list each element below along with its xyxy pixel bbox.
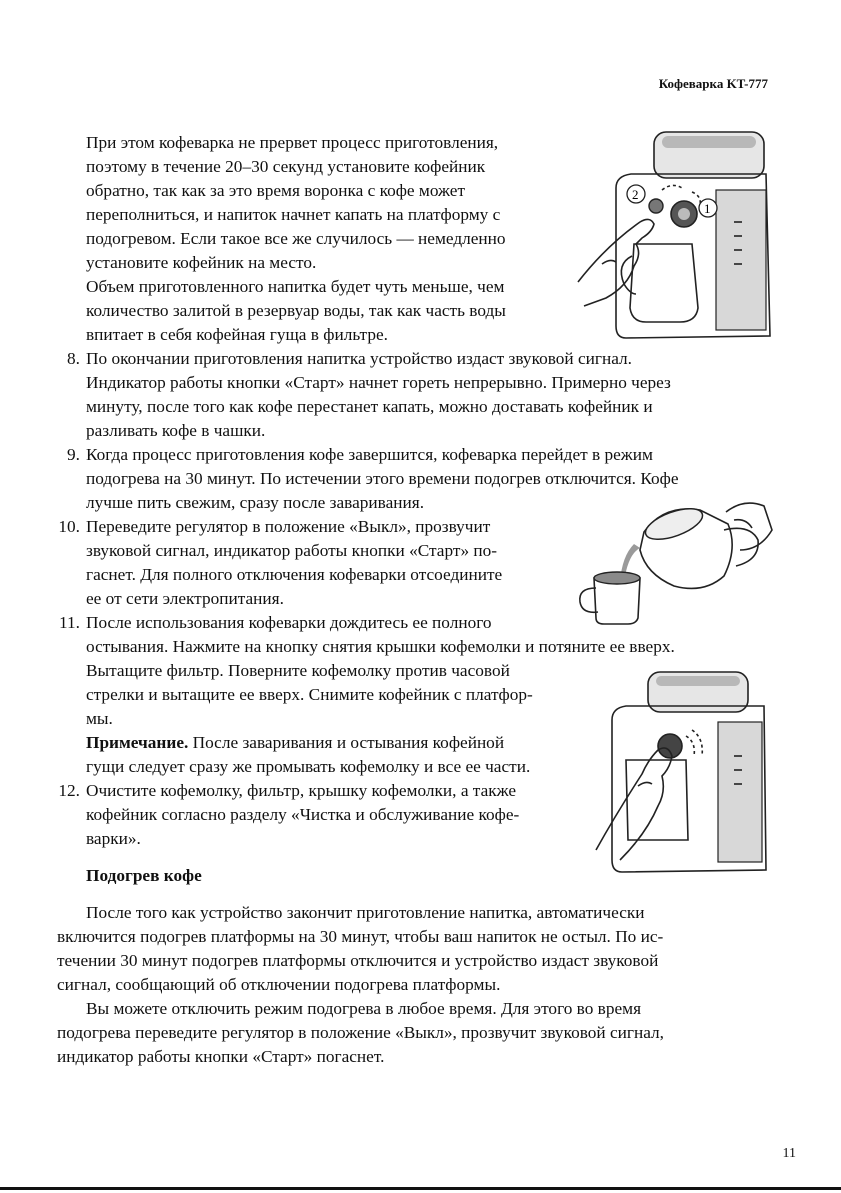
text-line: переполниться, и напиток начнет капать на платформу с: [86, 205, 501, 224]
text-line: впитает в себя кофейная гуща в фильтре.: [86, 325, 388, 344]
note-line: [86, 731, 504, 754]
text-line: подогрева на 30 минут. По истечении этого времени подогрев отключится. Кофе: [86, 469, 679, 488]
text-line: установите кофейник на место.: [86, 253, 317, 272]
running-header: Кофеварка KT-777: [658, 76, 768, 91]
text-line: остывания. Нажмите на кнопку снятия крышки кофемолки и потяните ее вверх.: [86, 637, 675, 656]
list-number: 9.: [67, 445, 80, 464]
text-line: Когда процесс приготовления кофе завершится, кофеварка перейдет в режим: [86, 445, 653, 464]
text-line: подогрева переведите регулятор в положение «Выкл», прозвучит звуковой сигнал,: [57, 1023, 665, 1042]
text-line: Вы можете отключить режим подогрева в любое время. Для этого во время: [86, 999, 642, 1018]
text-line: звуковой сигнал, индикатор работы кнопки «Старт» по-: [86, 541, 498, 560]
text-line: поэтому в течение 20–30 секунд установите кофейник: [86, 157, 486, 176]
step-1-label: 1: [704, 201, 711, 216]
bottom-rule: [0, 1187, 841, 1190]
text-line: Переведите регулятор в положение «Выкл», прозвучит: [86, 517, 491, 536]
text-line: кофейник согласно разделу «Чистка и обслуживание кофе-: [86, 805, 520, 824]
text-line: стрелки и вытащите ее вверх. Снимите кофейник с платфор-: [86, 685, 533, 704]
page-number: 11: [782, 1146, 796, 1161]
text-line: обратно, так как за это время воронка с кофе может: [86, 181, 465, 200]
step-2-label: 2: [632, 187, 639, 202]
text-line: индикатор работы кнопки «Старт» погаснет.: [57, 1047, 385, 1066]
text-line: варки».: [86, 829, 141, 848]
text-line: После использования кофеварки дождитесь ее полного: [86, 613, 492, 632]
text-line: количество залитой в резервуар воды, так как часть воды: [86, 301, 506, 320]
list-number: 8.: [67, 349, 80, 368]
text-line: ее от сети электропитания.: [86, 589, 284, 608]
text-line: гущи следует сразу же промывать кофемолку и все ее части.: [86, 757, 531, 776]
text-line: лучше пить свежим, сразу после заваривания.: [86, 493, 425, 512]
coffee-maker-start-illustration: [576, 126, 776, 346]
list-number: 11.: [59, 613, 80, 632]
list-number: 12.: [58, 781, 80, 800]
text-line: сигнал, сообщающий об отключении подогрева платформы.: [57, 975, 501, 994]
text-line: По окончании приготовления напитка устройство издаст звуковой сигнал.: [86, 349, 633, 368]
text-line: подогревом. Если такое все же случилось — немедленно: [86, 229, 506, 248]
text-line: После того как устройство закончит приготовление напитка, автоматически: [86, 903, 645, 922]
text-line: гаснет. Для полного отключения кофеварки отсоедините: [86, 565, 503, 584]
text-line: При этом кофеварка не прервет процесс приготовления,: [86, 133, 499, 152]
pouring-coffee-illustration: [574, 490, 774, 625]
section-heading: Подогрев кофе: [86, 866, 202, 885]
text-line: минуту, после того как кофе перестанет капать, можно доставать кофейник и: [86, 397, 653, 416]
text-line: Очистите кофемолку, фильтр, крышку кофемолки, а также: [86, 781, 517, 800]
note-text: После заваривания и остывания кофейной: [188, 733, 505, 752]
note-label: Примечание.: [86, 733, 189, 752]
list-number: 10.: [58, 517, 80, 536]
text-line: включится подогрев платформы на 30 минут, чтобы ваш напиток не остыл. По ис-: [57, 927, 664, 946]
text-line: течении 30 минут подогрев платформы отключится и устройство издаст звуковой: [57, 951, 659, 970]
grinder-removal-illustration: [592, 664, 772, 879]
text-line: мы.: [86, 709, 113, 728]
text-line: Вытащите фильтр. Поверните кофемолку против часовой: [86, 661, 510, 680]
text-line: разливать кофе в чашки.: [86, 421, 266, 440]
text-line: Индикатор работы кнопки «Старт» начнет гореть непрерывно. Примерно через: [86, 373, 671, 392]
text-line: Объем приготовленного напитка будет чуть меньше, чем: [86, 277, 505, 296]
